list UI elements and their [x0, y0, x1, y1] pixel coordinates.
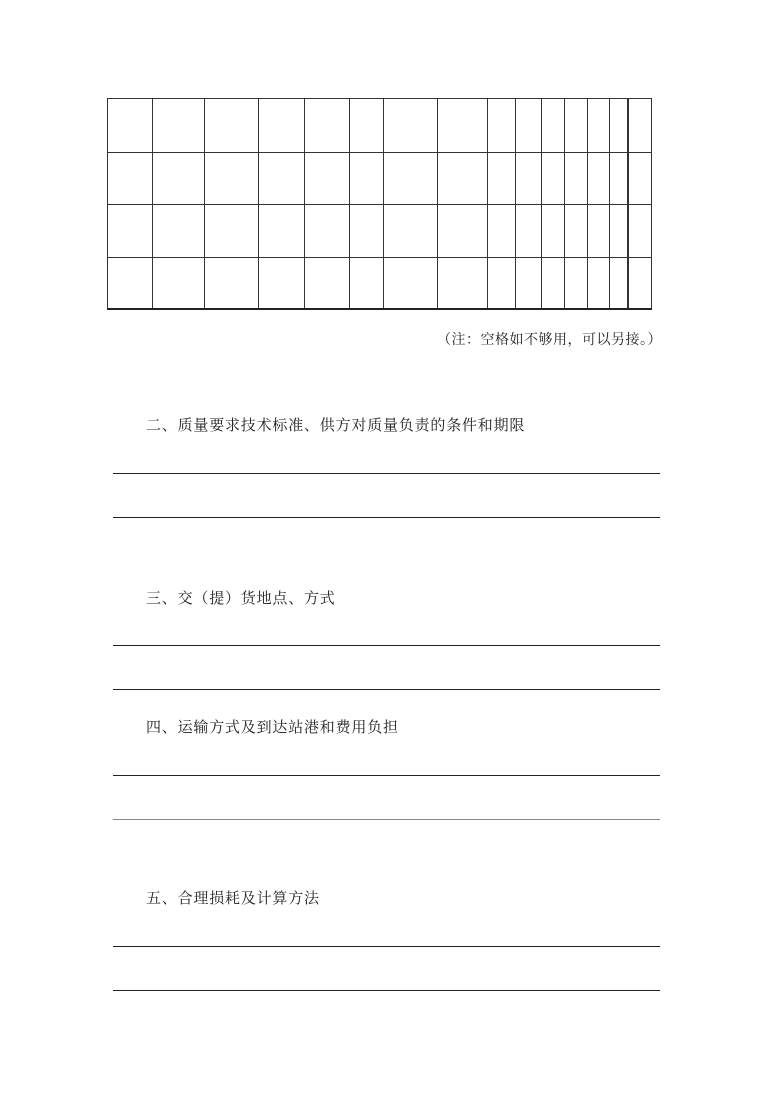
section-heading-loss: 五、合理损耗及计算方法 [146, 889, 320, 907]
fill-in-line[interactable] [113, 517, 660, 518]
fill-in-line[interactable] [113, 775, 660, 776]
table-note: （注：空格如不够用，可以另接。） [437, 332, 662, 348]
section-heading-delivery: 三、交（提）货地点、方式 [146, 589, 336, 607]
section-heading-quality: 二、质量要求技术标准、供方对质量负责的条件和期限 [146, 416, 526, 434]
fill-in-line[interactable] [113, 473, 660, 474]
table-row-divider [108, 152, 651, 153]
fill-in-line[interactable] [113, 946, 660, 947]
fill-in-line[interactable] [113, 645, 660, 646]
fill-in-line[interactable] [113, 819, 660, 820]
fill-in-line[interactable] [113, 990, 660, 991]
fill-in-line[interactable] [113, 689, 660, 690]
table-row-divider [108, 204, 651, 205]
section-heading-transport: 四、运输方式及到达站港和费用负担 [146, 718, 399, 736]
blank-goods-table [107, 98, 652, 310]
table-row-divider [108, 257, 651, 258]
